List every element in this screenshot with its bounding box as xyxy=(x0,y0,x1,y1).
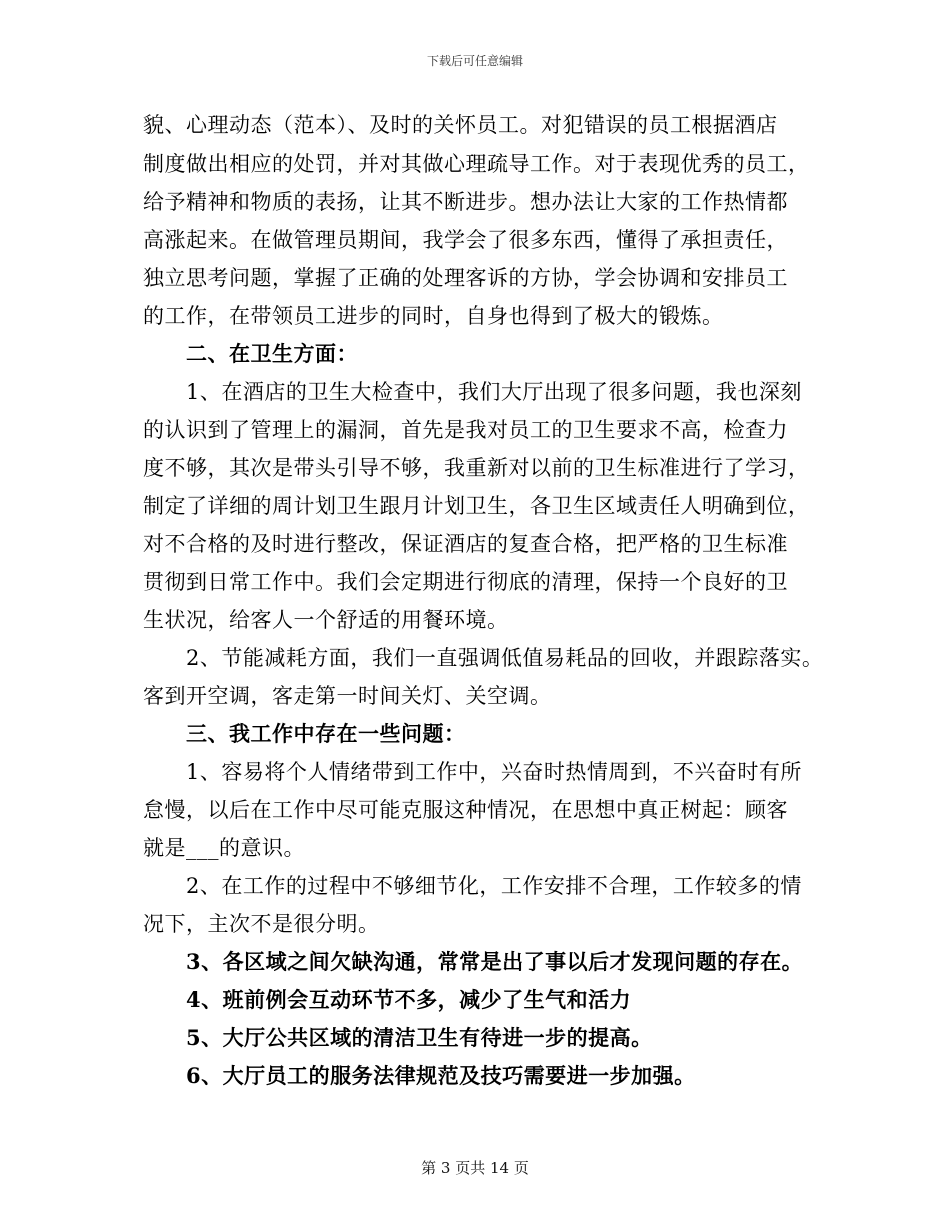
list-item-bold: 3、各区域之间欠缺沟通，常常是出了事以后才发现问题的存在。 xyxy=(186,949,804,974)
paragraph-line: 1、在酒店的卫生大检查中，我们大厅出现了很多问题，我也深刻 xyxy=(186,380,802,404)
paragraph-line: 给予精神和物质的表扬，让其不断进步。想办法让大家的工作热情都 xyxy=(143,190,788,214)
page-header-note: 下载后可任意编辑 xyxy=(426,54,523,68)
paragraph-line: 贯彻到日常工作中。我们会定期进行彻底的清理，保持一个良好的卫 xyxy=(143,570,788,594)
paragraph-line: 客到开空调，客走第一时间关灯、关空调。 xyxy=(143,684,552,708)
list-item-bold: 6、大厅员工的服务法律规范及技巧需要进一步加强。 xyxy=(186,1063,696,1088)
page-number-footer: 第 3 页共 14 页 xyxy=(421,1159,529,1177)
section-heading: 三、我工作中存在一些问题： xyxy=(186,721,466,746)
paragraph-line: 独立思考问题，掌握了正确的处理客诉的方协，学会协调和安排员工 xyxy=(143,266,788,290)
section-heading: 二、在卫生方面： xyxy=(186,341,358,366)
list-item-bold: 4、班前例会互动环节不多，减少了生气和活力 xyxy=(186,987,632,1012)
paragraph-line: 况下，主次不是很分明。 xyxy=(143,912,380,936)
paragraph-line: 高涨起来。在做管理员期间，我学会了很多东西，懂得了承担责任， xyxy=(143,228,788,252)
paragraph-line: 制定了详细的周计划卫生跟月计划卫生，各卫生区域责任人明确到位， xyxy=(143,494,810,518)
paragraph-line: 生状况，给客人一个舒适的用餐环境。 xyxy=(143,608,509,632)
paragraph-line: 怠慢，以后在工作中尽可能克服这种情况，在思想中真正树起：顾客 xyxy=(143,798,788,822)
paragraph-line: 的工作，在带领员工进步的同时，自身也得到了极大的锻炼。 xyxy=(143,304,724,328)
paragraph-line: 貌、心理动态（范本）、及时的关怀员工。对犯错误的员工根据酒店 xyxy=(143,113,778,137)
paragraph-line: 2、节能减耗方面，我们一直强调低值易耗品的回收，并跟踪落实。 xyxy=(186,646,824,670)
paragraph-line: 对不合格的及时进行整改，保证酒店的复查合格，把严格的卫生标准 xyxy=(143,532,788,556)
paragraph-line: 度不够，其次是带头引导不够，我重新对以前的卫生标准进行了学习， xyxy=(143,456,810,480)
paragraph-line: 就是___的意识。 xyxy=(143,836,305,860)
paragraph-line: 2、在工作的过程中不够细节化，工作安排不合理，工作较多的情 xyxy=(186,874,802,898)
paragraph-line: 的认识到了管理上的漏洞，首先是我对员工的卫生要求不高，检查力 xyxy=(143,418,788,442)
paragraph-line: 1、容易将个人情绪带到工作中，兴奋时热情周到，不兴奋时有所 xyxy=(186,760,802,784)
paragraph-line: 制度做出相应的处罚，并对其做心理疏导工作。对于表现优秀的员工， xyxy=(143,152,810,176)
list-item-bold: 5、大厅公共区域的清洁卫生有待进一步的提高。 xyxy=(186,1025,653,1050)
